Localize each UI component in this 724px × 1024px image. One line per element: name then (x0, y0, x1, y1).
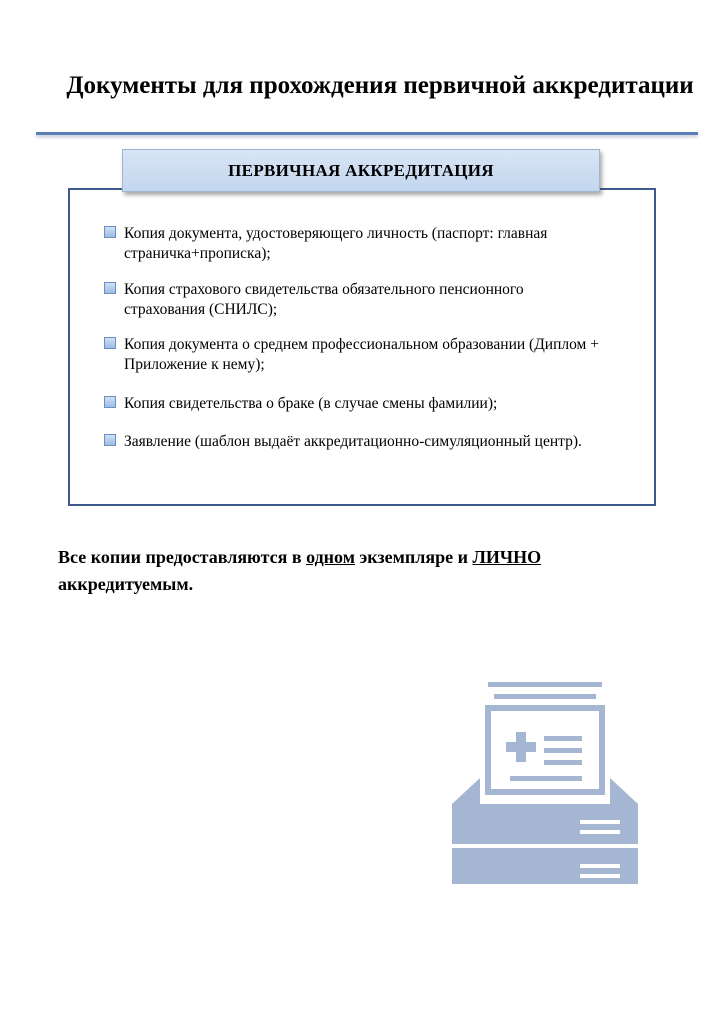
note-emphasis-personally: ЛИЧНО (472, 547, 542, 567)
list-item-text: Копия страхового свидетельства обязательного пенсионного страхования (СНИЛС); (124, 281, 524, 318)
drawer-handle (580, 864, 620, 868)
checkbox-bullet-icon (104, 226, 116, 238)
checkbox-bullet-icon (104, 337, 116, 349)
note-emphasis-one: одном (306, 547, 355, 567)
checkbox-bullet-icon (104, 434, 116, 446)
doc-line (544, 760, 582, 765)
list-item (104, 432, 604, 452)
doc-line (544, 748, 582, 753)
note-text: Все копии предоставляются в (58, 547, 307, 567)
doc-line (544, 736, 582, 741)
page-title: Документы для прохождения первичной аккредитации (66, 72, 694, 99)
paper-line (494, 694, 596, 699)
drawer-handle (580, 830, 620, 834)
list-item-text: Копия документа о среднем профессиональном образовании (Диплом + Приложение к нему); (124, 336, 599, 373)
title-divider (36, 132, 698, 135)
list-item (104, 280, 604, 320)
list-item-text: Заявление (шаблон выдаёт аккредитационно-симуляционный центр). (124, 433, 582, 450)
list-item (104, 394, 604, 414)
document-tray-icon (450, 680, 640, 886)
checkbox-bullet-icon (104, 282, 116, 294)
tray-right-wing (610, 778, 638, 804)
paper-line (488, 682, 602, 687)
drawer-handle (580, 820, 620, 824)
section-banner: ПЕРВИЧНАЯ АККРЕДИТАЦИЯ (122, 149, 600, 192)
checkbox-bullet-icon (104, 396, 116, 408)
doc-line (510, 776, 582, 781)
drawer-handle (580, 874, 620, 878)
tray-left-wing (452, 778, 480, 804)
list-item (104, 335, 604, 375)
list-item (104, 224, 604, 264)
list-item-text: Копия свидетельства о браке (в случае смены фамилии); (124, 395, 498, 412)
note-text: экземпляре и (354, 547, 473, 567)
list-item-text: Копия документа, удостоверяющего личность (паспорт: главная страничка+прописка); (124, 225, 548, 262)
copies-note (58, 544, 658, 598)
note-text: аккредитуемым. (58, 574, 194, 594)
plus-horizontal (506, 742, 536, 752)
